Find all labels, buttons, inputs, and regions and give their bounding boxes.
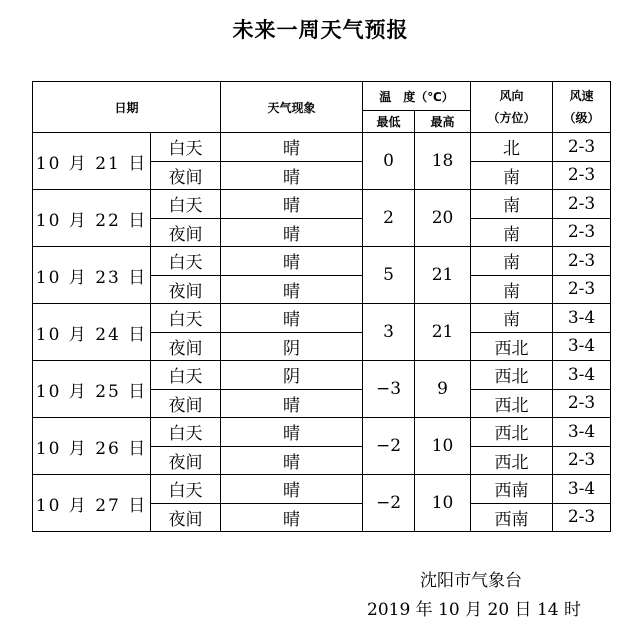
wind-direction-cell: 南 [471, 218, 553, 247]
wind-speed-cell: 2-3 [553, 503, 611, 532]
weather-cell: 晴 [221, 389, 363, 418]
wind-speed-cell: 3-4 [553, 361, 611, 390]
period-cell: 夜间 [151, 275, 221, 304]
wind-speed-cell: 2-3 [553, 190, 611, 219]
wind-direction-cell: 西北 [471, 332, 553, 361]
temp-min-cell: 5 [363, 247, 415, 304]
wind-speed-cell: 3-4 [553, 475, 611, 504]
weather-cell: 晴 [221, 133, 363, 162]
temp-min-cell: 0 [363, 133, 415, 190]
header-temp-min: 最低 [363, 111, 415, 133]
weather-cell: 晴 [221, 161, 363, 190]
period-cell: 白天 [151, 190, 221, 219]
temp-max-cell: 20 [415, 190, 471, 247]
weather-cell: 晴 [221, 418, 363, 447]
table-row [33, 247, 611, 276]
date-cell: 10 月 24 日 [33, 304, 151, 361]
forecast-table [32, 81, 611, 532]
wind-direction-cell: 西北 [471, 418, 553, 447]
weather-cell: 晴 [221, 247, 363, 276]
period-cell: 白天 [151, 361, 221, 390]
wind-speed-cell: 3-4 [553, 332, 611, 361]
weather-cell: 晴 [221, 275, 363, 304]
period-cell: 夜间 [151, 332, 221, 361]
weather-cell: 晴 [221, 190, 363, 219]
wind-direction-cell: 西北 [471, 361, 553, 390]
period-cell: 白天 [151, 133, 221, 162]
date-cell: 10 月 22 日 [33, 190, 151, 247]
header-temp-max: 最高 [415, 111, 471, 133]
period-cell: 夜间 [151, 218, 221, 247]
temp-min-cell: −2 [363, 418, 415, 475]
table-row [33, 361, 611, 390]
table-row [33, 304, 611, 333]
table-row [33, 133, 611, 162]
date-cell: 10 月 26 日 [33, 418, 151, 475]
weather-cell: 晴 [221, 446, 363, 475]
header-wind-speed-unit: （级） [563, 111, 600, 125]
wind-direction-cell: 南 [471, 247, 553, 276]
wind-direction-cell: 西北 [471, 389, 553, 418]
weather-cell: 晴 [221, 475, 363, 504]
wind-speed-cell: 3-4 [553, 418, 611, 447]
weather-cell: 晴 [221, 304, 363, 333]
period-cell: 夜间 [151, 389, 221, 418]
table-row [33, 418, 611, 447]
weather-cell: 晴 [221, 503, 363, 532]
date-cell: 10 月 21 日 [33, 133, 151, 190]
period-cell: 夜间 [151, 503, 221, 532]
wind-direction-cell: 南 [471, 275, 553, 304]
header-date: 日期 [33, 82, 221, 133]
wind-direction-cell: 西南 [471, 475, 553, 504]
temp-min-cell: −3 [363, 361, 415, 418]
period-cell: 白天 [151, 304, 221, 333]
weather-cell: 阴 [221, 361, 363, 390]
wind-speed-cell: 2-3 [553, 389, 611, 418]
header-wind-direction-unit: （方位） [487, 111, 536, 125]
wind-speed-cell: 2-3 [553, 218, 611, 247]
page-title: 未来一周天气预报 [232, 18, 409, 42]
wind-speed-cell: 2-3 [553, 133, 611, 162]
temp-max-cell: 10 [415, 418, 471, 475]
period-cell: 夜间 [151, 161, 221, 190]
table-row [33, 190, 611, 219]
header-wind-direction-label: 风向 [499, 89, 524, 103]
weather-cell: 阴 [221, 332, 363, 361]
period-cell: 白天 [151, 247, 221, 276]
wind-speed-cell: 2-3 [553, 247, 611, 276]
period-cell: 白天 [151, 418, 221, 447]
wind-speed-cell: 3-4 [553, 304, 611, 333]
wind-speed-cell: 2-3 [553, 275, 611, 304]
wind-direction-cell: 西北 [471, 446, 553, 475]
temp-max-cell: 9 [415, 361, 471, 418]
weather-cell: 晴 [221, 218, 363, 247]
date-cell: 10 月 25 日 [33, 361, 151, 418]
header-wind-speed-label: 风速 [569, 89, 594, 103]
wind-speed-cell: 2-3 [553, 161, 611, 190]
table-row [33, 475, 611, 504]
wind-direction-cell: 南 [471, 304, 553, 333]
issuing-office: 沈阳市气象台 [420, 571, 522, 591]
header-temperature: 温 度（℃） [363, 82, 471, 111]
wind-direction-cell: 北 [471, 133, 553, 162]
temp-max-cell: 18 [415, 133, 471, 190]
period-cell: 白天 [151, 475, 221, 504]
wind-direction-cell: 南 [471, 190, 553, 219]
temp-max-cell: 21 [415, 247, 471, 304]
temp-min-cell: 2 [363, 190, 415, 247]
wind-speed-cell: 2-3 [553, 446, 611, 475]
wind-direction-cell: 南 [471, 161, 553, 190]
header-weather: 天气现象 [221, 82, 363, 133]
temp-max-cell: 21 [415, 304, 471, 361]
temp-min-cell: 3 [363, 304, 415, 361]
header-wind-direction [471, 82, 553, 133]
temp-max-cell: 10 [415, 475, 471, 532]
date-cell: 10 月 23 日 [33, 247, 151, 304]
date-cell: 10 月 27 日 [33, 475, 151, 532]
header-wind-speed [553, 82, 611, 133]
issue-time: 2019 年 10 月 20 日 14 时 [367, 600, 581, 620]
temp-min-cell: −2 [363, 475, 415, 532]
wind-direction-cell: 西南 [471, 503, 553, 532]
period-cell: 夜间 [151, 446, 221, 475]
